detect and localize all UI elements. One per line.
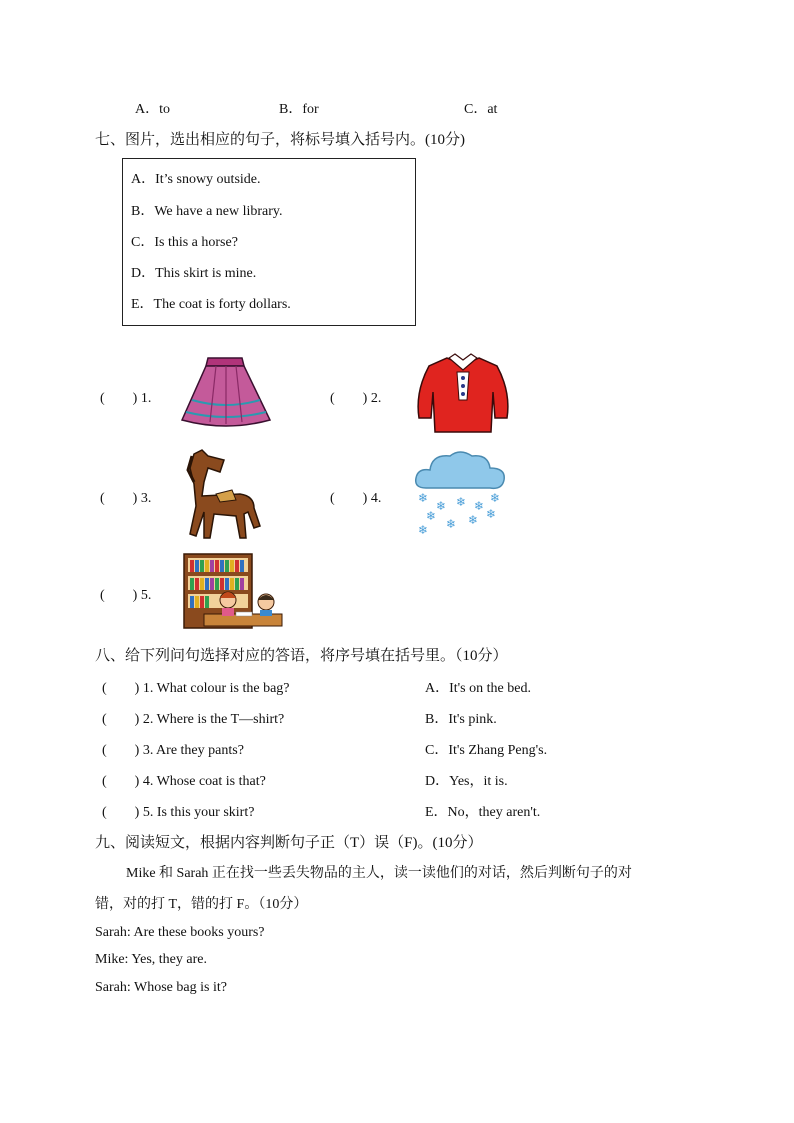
skirt-picture (180, 352, 272, 430)
match-question-2[interactable]: ( ) 2. Where is the T—shirt? (102, 712, 285, 727)
section9-intro-line1: Mike 和 Sarah 正在找一些丢失物品的主人，读一读他们的对话，然后判断句子的对 (126, 866, 632, 881)
section8-title: 八、给下列问句选择对应的答语，将序号填在括号里。（10分） (95, 648, 508, 664)
sentence-option-b: B．We have a new library. (131, 204, 283, 219)
picture-blank-5[interactable]: ( ) 5. (100, 588, 152, 603)
svg-text:❄: ❄ (418, 523, 429, 537)
section7-title: 七、图片，选出相应的句子，将标号填入括号内。(10分) (95, 132, 465, 148)
svg-text:❄: ❄ (446, 517, 457, 531)
svg-text:❄: ❄ (436, 499, 447, 513)
dialogue-line-1: Sarah: Are these books yours? (95, 925, 265, 940)
svg-text:❄: ❄ (490, 491, 501, 505)
snowy-cloud-picture (412, 448, 508, 540)
svg-text:❄: ❄ (418, 491, 429, 505)
match-answer-a: A．It's on the bed. (425, 681, 531, 696)
match-answer-e: E．No，they aren't. (425, 805, 541, 820)
match-question-3[interactable]: ( ) 3. Are they pants? (102, 743, 244, 758)
match-question-1[interactable]: ( ) 1. What colour is the bag? (102, 681, 290, 696)
option-a: A．to (135, 102, 170, 117)
picture-blank-3[interactable]: ( ) 3. (100, 491, 152, 506)
sentence-option-d: D．This skirt is mine. (131, 266, 257, 281)
section9-title: 九、阅读短文，根据内容判断句子正（T）误（F)。(10分） (95, 835, 483, 851)
horse-picture (182, 448, 262, 542)
sentence-box (122, 158, 416, 326)
option-c: C．at (464, 102, 498, 117)
sentence-option-e: E．The coat is forty dollars. (131, 297, 291, 312)
svg-text:❄: ❄ (486, 507, 497, 521)
sentence-option-c: C．Is this a horse? (131, 235, 238, 250)
match-answer-c: C．It's Zhang Peng's. (425, 743, 548, 758)
dialogue-line-3: Sarah: Whose bag is it? (95, 980, 227, 995)
match-answer-b: B．It's pink. (425, 712, 497, 727)
section9-intro-line2: 错，对的打 T，错的打 F。（10分） (95, 897, 308, 912)
match-question-5[interactable]: ( ) 5. Is this your skirt? (102, 805, 255, 820)
svg-text:❄: ❄ (474, 499, 485, 513)
sentence-option-a: A．It’s snowy outside. (131, 172, 261, 187)
option-b: B．for (279, 102, 319, 117)
picture-blank-1[interactable]: ( ) 1. (100, 391, 152, 406)
svg-text:❄: ❄ (468, 513, 479, 527)
library-picture (182, 552, 292, 630)
svg-text:❄: ❄ (456, 495, 467, 509)
picture-blank-4[interactable]: ( ) 4. (330, 491, 382, 506)
match-question-4[interactable]: ( ) 4. Whose coat is that? (102, 774, 266, 789)
svg-text:❄: ❄ (426, 509, 437, 523)
picture-blank-2[interactable]: ( ) 2. (330, 391, 382, 406)
dialogue-line-2: Mike: Yes, they are. (95, 952, 207, 967)
match-answer-d: D．Yes，it is. (425, 774, 508, 789)
coat-picture (413, 352, 515, 434)
